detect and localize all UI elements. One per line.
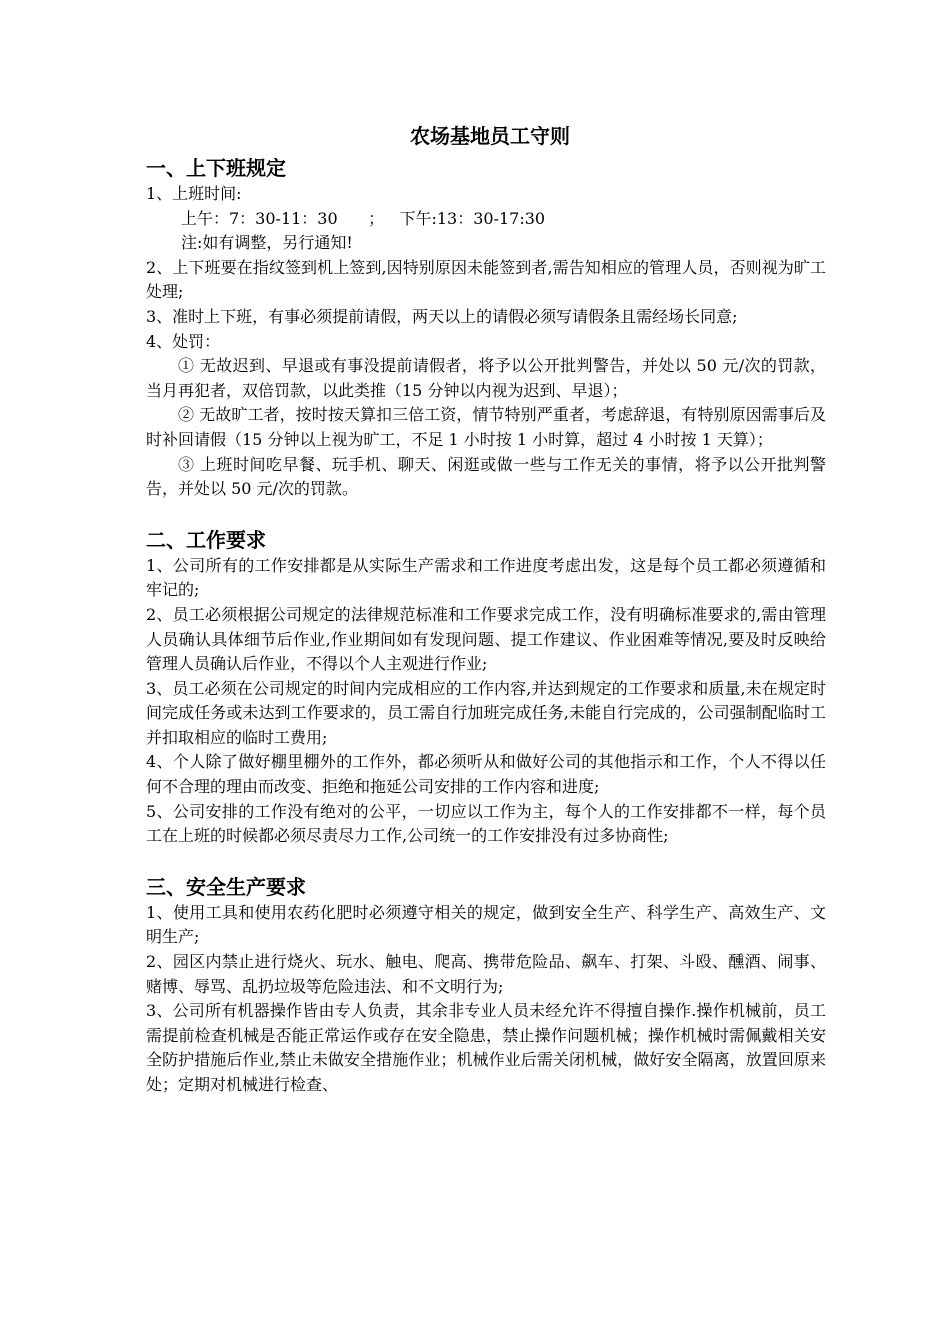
section-heading: 一、上下班规定	[146, 156, 286, 180]
paragraph: ② 无故旷工者，按时按天算扣三倍工资，情节特别严重者，考虑辞退，有特别原因需事后及时补回请假（15 分钟以上视为旷工，不足 1 小时按 1 小时算，超过 4 小时按 1 天算）；	[146, 405, 826, 449]
paragraph: 上午：7：30-11：30 ； 下午:13：30-17:30	[181, 208, 546, 228]
document-page	[146, 118, 826, 1098]
paragraph: 1、使用工具和使用农药化肥时必须遵守相关的规定，做到安全生产、科学生产、高效生产、文明生产;	[146, 902, 826, 947]
section-heading: 三、安全生产要求	[146, 874, 306, 899]
paragraph: 3、员工必须在公司规定的时间内完成相应的工作内容,并达到规定的工作要求和质量,未在规定时间完成任务或未达到工作要求的，员工需自行加班完成任务,未能自行完成的，公司强制配临时工并扣取相应的临时工费用;	[146, 678, 826, 747]
paragraph: 2、上下班要在指纹签到机上签到,因特别原因未能签到者,需告知相应的管理人员，否则视为旷工处理;	[146, 257, 826, 302]
document-title: 农场基地员工守则	[410, 124, 570, 148]
paragraph: 5、公司安排的工作没有绝对的公平，一切应以工作为主，每个人的工作安排都不一样，每个员工在上班的时候都必须尽责尽力工作,公司统一的工作安排没有过多协商性;	[146, 801, 826, 846]
section-work-requirements	[146, 526, 826, 849]
paragraph: 3、准时上下班，有事必须提前请假，两天以上的请假必须写请假条且需经场长同意;	[146, 306, 738, 326]
section-heading: 二、工作要求	[146, 527, 266, 552]
paragraph: ③ 上班时间吃早餐、玩手机、聊天、闲逛或做一些与工作无关的事情，将予以公开批判警告，并处以 50 元/次的罚款。	[146, 454, 826, 499]
paragraph: 注:如有调整，另行通知!	[181, 233, 353, 253]
paragraph: 1、上班时间:	[146, 184, 242, 203]
section-safety-requirements	[146, 873, 826, 1098]
paragraph: 1、公司所有的工作安排都是从实际生产需求和工作进度考虑出发，这是每个员工都必须遵循和牢记的;	[146, 555, 826, 600]
section-work-hours	[146, 154, 826, 502]
paragraph: 4、处罚：	[146, 331, 221, 351]
paragraph: 2、员工必须根据公司规定的法律规范标准和工作要求完成工作，没有明确标准要求的,需由管理人员确认具体细节后作业,作业期间如有发现问题、提工作建议、作业困难等情况,要及时反映给管理人员确认后作业，不得以个人主观进行作业;	[146, 604, 826, 674]
paragraph: 2、园区内禁止进行烧火、玩水、触电、爬高、携带危险品、飙车、打架、斗殴、醺酒、闹事、赌博、辱骂、乱扔垃圾等危险违法、和不文明行为;	[146, 952, 826, 996]
paragraph: 3、公司所有机器操作皆由专人负责，其余非专业人员未经允许不得擅自操作.操作机械前，员工需提前检查机械是否能正常运作或存在安全隐患，禁止操作问题机械；操作机械时需佩戴相关安全防护措施后作业,禁止未做安全措施作业；机械作业后需关闭机械，做好安全隔离，放置回原来处；定期对机械进行检查、	[146, 1001, 826, 1094]
paragraph: 4、个人除了做好棚里棚外的工作外，都必须听从和做好公司的其他指示和工作，个人不得以任何不合理的理由而改变、拒绝和拖延公司安排的工作内容和进度;	[146, 752, 826, 797]
paragraph: ① 无故迟到、早退或有事没提前请假者，将予以公开批判警告，并处以 50 元/次的罚款，当月再犯者，双倍罚款，以此类推（15 分钟以内视为迟到、早退）；	[146, 356, 826, 400]
